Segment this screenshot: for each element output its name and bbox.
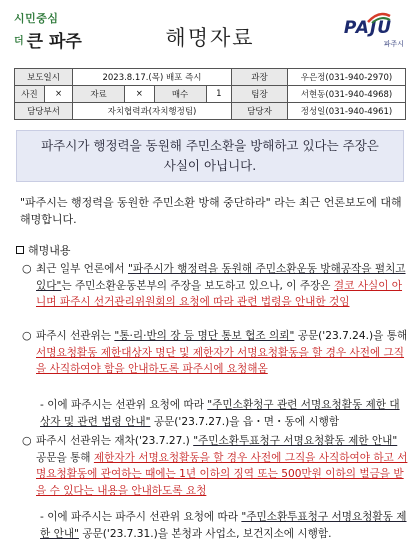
quoted-claim: "파주시가 행정력을 동원해 주민소환운동 방해공작을 펼치고 있다" <box>36 263 406 292</box>
list-item: ○ 파주시 선관위는 "통·리·반의 장 등 명단 통보 협조 의뢰" 공문('23.7.24.)을 통해 서명요청활동 제한대상자 명단 및 제한자가 서명요청활동을 할 경우 사전에 그직을 사직하여야 함을 안내하도록 파주시에 요청해옴 <box>22 329 408 375</box>
headline-callout <box>16 130 404 182</box>
table-row <box>15 103 406 120</box>
contact-label: 담당자 <box>232 103 288 120</box>
photo-label: 사진 <box>15 86 45 103</box>
table-row <box>15 86 406 103</box>
circle-bullet-icon: ○ <box>22 262 32 275</box>
manager-label: 과장 <box>232 69 288 86</box>
department-value: 자치협력과(자치행정팀) <box>73 103 232 120</box>
table-row <box>15 69 406 86</box>
logo-subtext: 파주시 <box>383 40 404 48</box>
pages-label: 매수 <box>154 86 206 103</box>
quoted-notice: "주민소환투표청구 서명요청활동 제한 안내" <box>40 511 407 540</box>
contact-value: 정성일(031-940-4961) <box>288 103 406 120</box>
rebuttal-text: 결코 사실이 아니며 파주시 선거관리위원회의 요청에 따라 관련 법령을 안내한 것임 <box>36 279 403 308</box>
list-item: - 이에 파주시는 파주시 선관위 요청에 따라 "주민소환투표청구 서명요청활동 제한 안내" 공문('23.7.31.)을 본청과 사업소, 보건지소에 시행함. <box>40 511 407 540</box>
document-title: 해명자료 <box>165 26 255 50</box>
callout-line: 사실이 아닙니다. <box>163 158 257 173</box>
release-info-table <box>14 68 406 120</box>
material-label: 자료 <box>73 86 125 103</box>
department-label: 담당부서 <box>15 103 73 120</box>
quoted-notice: "주민소환청구 관련 서명요청활동 제한 대상자 및 관련 법령 안내" <box>40 399 400 428</box>
team-lead-value: 서현동(031-940-4968) <box>288 86 406 103</box>
slogan-main: 더 큰 파주 <box>14 32 82 52</box>
list-item: ○ 파주시 선관위는 재차('23.7.27.) "주민소환투표청구 서명요청활동 제한 안내" 공문을 통해 제한자가 서명요청활동을 할 경우 사전에 그직을 사직하여야 하고 서명요청활동에 관여하는 때에는 1년 이하의 징역 또는 500만원 이하의 벌금을 받을 수 있다는 내용을 안내하도록 요청 <box>22 434 408 497</box>
section-heading: 해명내용 <box>16 242 71 258</box>
photo-value: × <box>45 86 73 103</box>
penalty-text: 제한자가 서명요청활동을 할 경우 사전에 그직을 사직하여야 하고 서명요청활동에 관여하는 때에는 1년 이하의 징역 또는 500만원 이하의 벌금을 받을 수 있다는 내용을 안내하도록 요청 <box>36 451 408 497</box>
release-date-label: 보도일시 <box>15 69 73 86</box>
quoted-notice: "주민소환투표청구 서명요청활동 제한 안내" <box>193 435 398 447</box>
team-lead-label: 팀장 <box>232 86 288 103</box>
square-bullet-icon <box>16 246 24 254</box>
manager-value: 우은정(031-940-2970) <box>288 69 406 86</box>
material-value: × <box>125 86 154 103</box>
list-item: ○ 최근 일부 언론에서 "파주시가 행정력을 동원해 주민소환운동 방해공작을 펼치고 있다"는 주민소환운동본부의 주장을 보도하고 있으나, 이 주장은 결코 사실이 아니며 파주시 선거관리위원회의 요청에 따라 관련 법령을 안내한 것임 <box>22 262 406 308</box>
circle-bullet-icon: ○ <box>22 329 32 342</box>
paju-logo <box>332 18 404 58</box>
quoted-request: "통·리·반의 장 등 명단 통보 협조 의뢰" <box>114 330 295 342</box>
request-detail-text: 서명요청활동 제한대상자 명단 및 제한자가 서명요청활동을 할 경우 사전에 그직을 사직하여야 함을 안내하도록 파주시에 요청해옴 <box>36 346 405 375</box>
slogan-top: 시민중심 <box>14 12 59 25</box>
list-item: - 이에 파주시는 선관위 요청에 따라 "주민소환청구 관련 서명요청활동 제한 대상자 및 관련 법령 안내" 공문('23.7.27.)을 읍・면・동에 시행함 <box>40 399 400 428</box>
release-date-value: 2023.8.17.(목) 배포 즉시 <box>73 69 232 86</box>
logo-wordmark: PAJU <box>343 18 393 38</box>
circle-bullet-icon: ○ <box>22 434 32 447</box>
pages-value: 1 <box>206 86 231 103</box>
callout-line: 파주시가 행정력을 동원해 주민소환을 방해하고 있다는 주장은 <box>41 138 379 153</box>
intro-paragraph: "파주시는 행정력을 동원한 주민소환 방해 중단하라" 라는 최근 언론보도에 대해 해명합니다. <box>20 196 402 226</box>
document-header <box>0 0 420 64</box>
logo-swoosh-icon <box>366 12 392 24</box>
